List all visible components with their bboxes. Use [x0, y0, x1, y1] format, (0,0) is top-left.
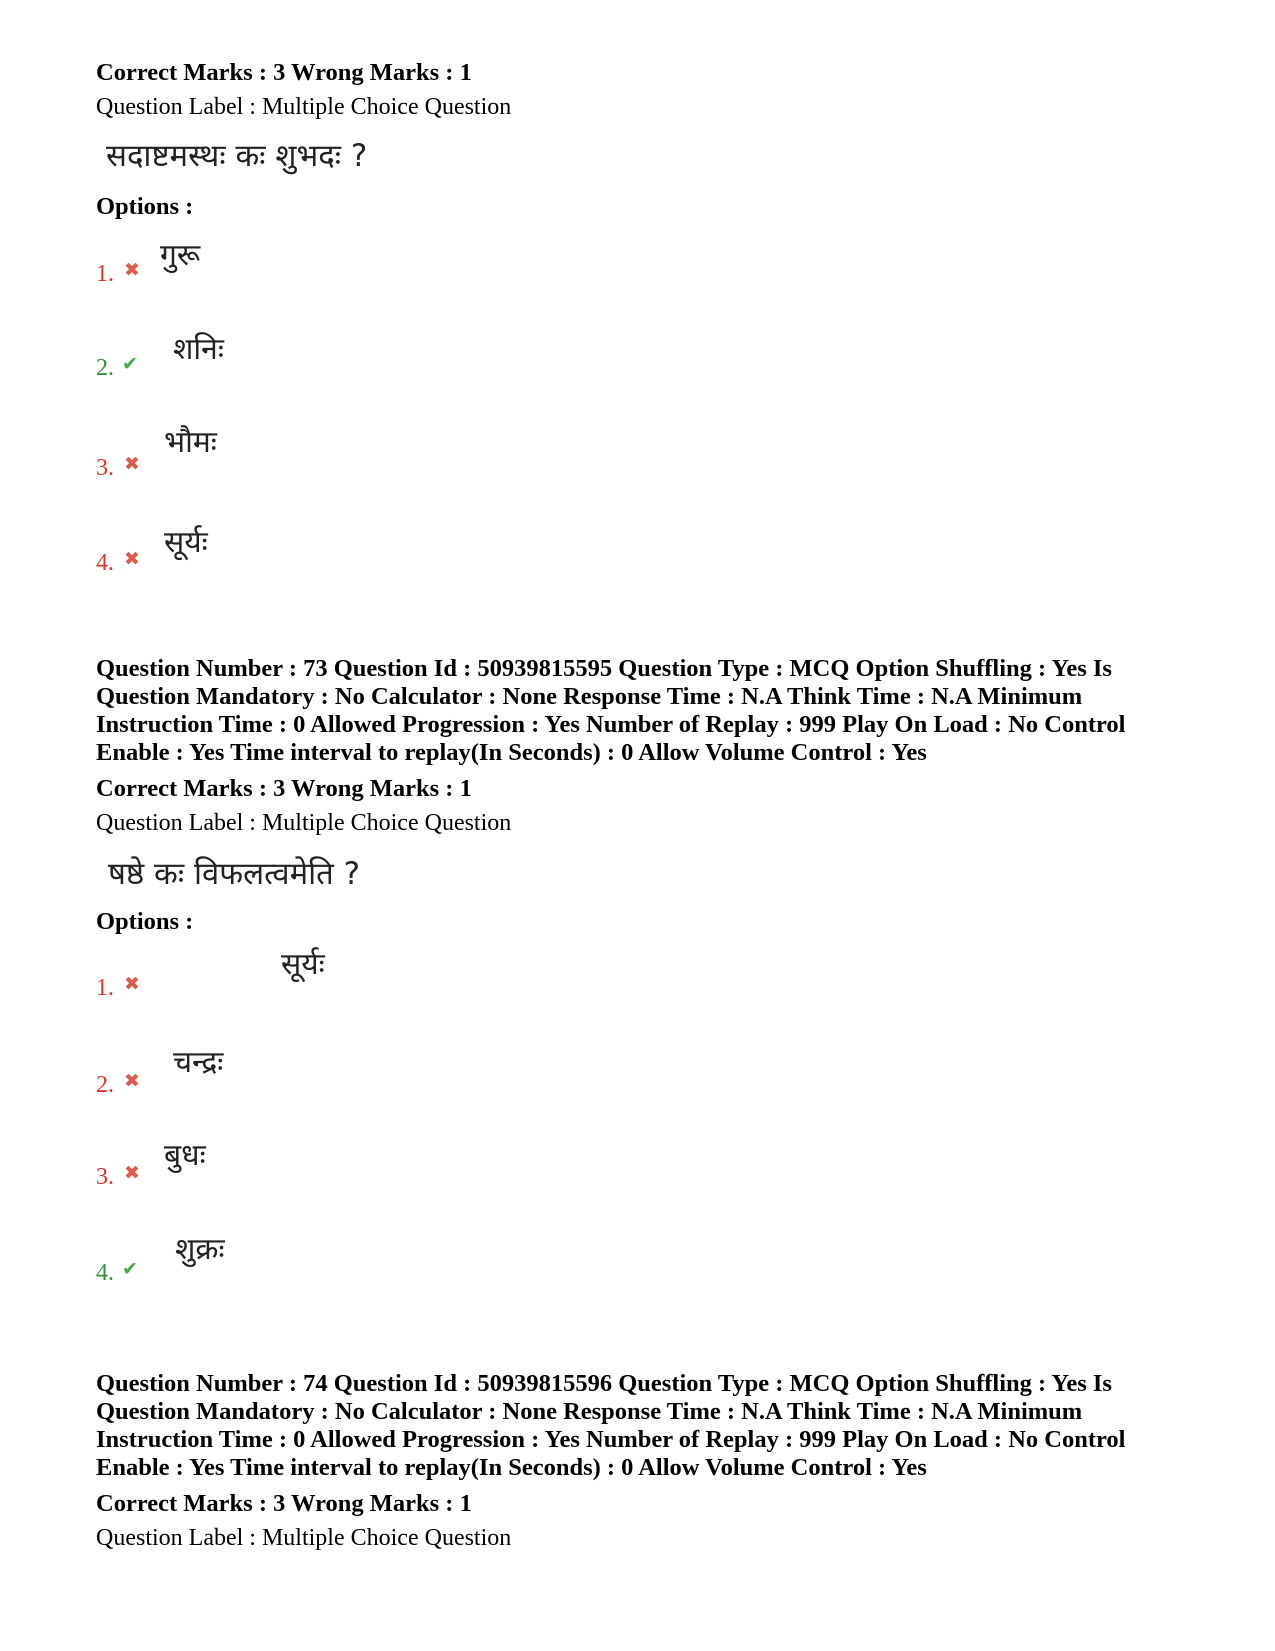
cross-icon: ✖ — [124, 1162, 140, 1184]
option-text: बुधः — [164, 1138, 206, 1173]
question-label: Question Label : Multiple Choice Question — [96, 94, 512, 120]
option-text: सूर्यः — [281, 947, 325, 982]
correct-wrong-marks: Correct Marks : 3 Wrong Marks : 1 — [96, 775, 472, 802]
question-meta — [96, 1370, 1196, 1482]
question-text: षष्ठे कः विफलत्वमेति ? — [108, 856, 361, 892]
question-text: सदाष्टमस्थः कः शुभदः ? — [106, 138, 368, 174]
correct-wrong-marks: Correct Marks : 3 Wrong Marks : 1 — [96, 59, 472, 86]
option-text: चन्द्रः — [173, 1045, 224, 1080]
option-text: सूर्यः — [164, 525, 208, 560]
option-number: 4. — [96, 550, 114, 576]
cross-icon: ✖ — [124, 1070, 140, 1092]
option-text: भौमः — [164, 425, 217, 460]
option-text: गुरू — [160, 238, 201, 273]
cross-icon: ✖ — [124, 548, 140, 570]
meta-line: Question Number : 74 Question Id : 50939815596 Question Type : MCQ Option Shuffling : Yes Is — [96, 1370, 1112, 1397]
options-heading: Options : — [96, 908, 194, 935]
option-number: 1. — [96, 261, 114, 287]
option-number: 2. — [96, 355, 114, 381]
meta-line: Enable : Yes Time interval to replay(In Seconds) : 0 Allow Volume Control : Yes — [96, 739, 927, 766]
question-meta — [96, 655, 1196, 767]
meta-line: Enable : Yes Time interval to replay(In Seconds) : 0 Allow Volume Control : Yes — [96, 1454, 927, 1481]
option-number: 1. — [96, 975, 114, 1001]
meta-line: Instruction Time : 0 Allowed Progression : Yes Number of Replay : 999 Play On Load : No Control — [96, 1426, 1126, 1453]
correct-wrong-marks: Correct Marks : 3 Wrong Marks : 1 — [96, 1490, 472, 1517]
options-heading: Options : — [96, 193, 194, 220]
meta-line: Question Mandatory : No Calculator : None Response Time : N.A Think Time : N.A Minimum — [96, 1398, 1083, 1425]
cross-icon: ✖ — [124, 259, 140, 281]
option-number: 2. — [96, 1072, 114, 1098]
option-number: 4. — [96, 1260, 114, 1286]
question-label: Question Label : Multiple Choice Question — [96, 1525, 512, 1551]
option-text: शनिः — [173, 332, 224, 367]
meta-line: Question Mandatory : No Calculator : None Response Time : N.A Think Time : N.A Minimum — [96, 683, 1083, 710]
cross-icon: ✖ — [124, 973, 140, 995]
check-icon: ✔ — [122, 353, 138, 375]
option-number: 3. — [96, 455, 114, 481]
meta-line: Question Number : 73 Question Id : 50939815595 Question Type : MCQ Option Shuffling : Yes Is — [96, 655, 1112, 682]
option-text: शुक्रः — [175, 1232, 225, 1267]
cross-icon: ✖ — [124, 453, 140, 475]
check-icon: ✔ — [122, 1258, 138, 1280]
question-label: Question Label : Multiple Choice Question — [96, 810, 512, 836]
meta-line: Instruction Time : 0 Allowed Progression : Yes Number of Replay : 999 Play On Load : No Control — [96, 711, 1126, 738]
option-number: 3. — [96, 1164, 114, 1190]
